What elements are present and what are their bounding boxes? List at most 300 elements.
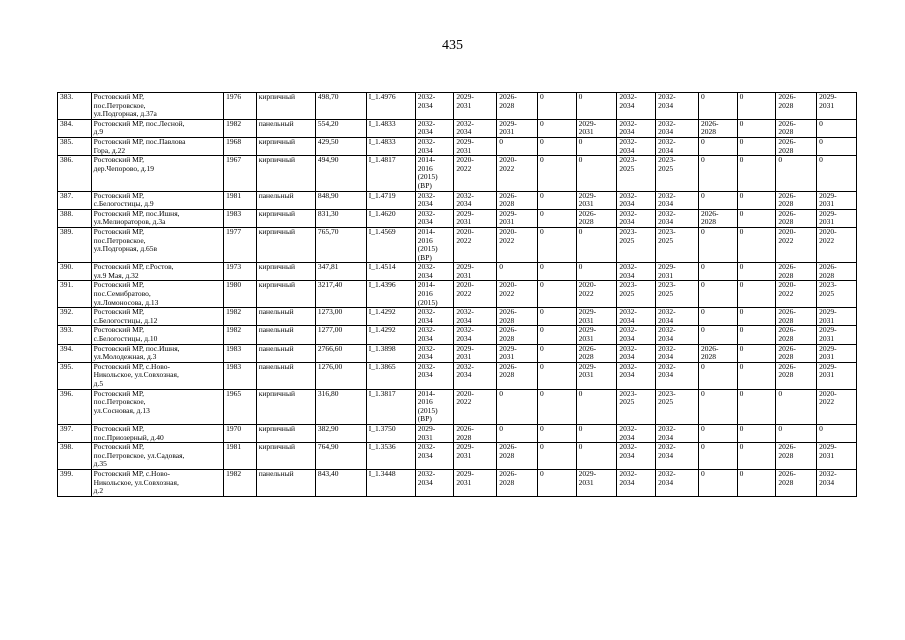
address-cell: Ростовский МР, г.Ростов, ул.9 Мая, д.32 [91, 263, 223, 281]
build-year-cell: 1973 [224, 263, 257, 281]
period-8-cell: 2026- 2028 [698, 119, 737, 137]
period-10-cell: 2026- 2028 [776, 308, 817, 326]
table-row [58, 119, 857, 137]
period-3-cell: 2026- 2028 [497, 191, 538, 209]
period-10-cell: 2026- 2028 [776, 209, 817, 227]
period-11-cell: 2029- 2031 [817, 443, 857, 470]
period-4-cell: 0 [537, 469, 576, 496]
period-5-cell: 2020- 2022 [576, 281, 617, 308]
period-1-cell: 2032- 2034 [415, 362, 454, 389]
row-number-cell: 394. [58, 344, 92, 362]
period-9-cell: 0 [737, 389, 776, 424]
period-7-cell: 2032- 2034 [656, 308, 699, 326]
address-cell: Ростовский МР, пос.Ишня, ул.Молодежная, д.3 [91, 344, 223, 362]
build-year-cell: 1981 [224, 191, 257, 209]
period-10-cell: 2026- 2028 [776, 93, 817, 120]
period-11-cell: 0 [817, 424, 857, 442]
period-6-cell: 2032- 2034 [617, 263, 656, 281]
period-2-cell: 2020- 2022 [454, 227, 497, 262]
period-8-cell: 0 [698, 263, 737, 281]
wall-material-cell: кирпичный [256, 424, 315, 442]
period-1-cell: 2032- 2034 [415, 326, 454, 344]
period-11-cell: 2029- 2031 [817, 209, 857, 227]
period-4-cell: 0 [537, 93, 576, 120]
period-2-cell: 2029- 2031 [454, 209, 497, 227]
row-number-cell: 386. [58, 156, 92, 191]
row-number-cell: 392. [58, 308, 92, 326]
period-1-cell: 2032- 2034 [415, 209, 454, 227]
table-row [58, 156, 857, 191]
index-code-cell: I_1.4620 [366, 209, 415, 227]
period-2-cell: 2026- 2028 [454, 424, 497, 442]
index-code-cell: I_1.3898 [366, 344, 415, 362]
wall-material-cell: кирпичный [256, 156, 315, 191]
area-cell: 1276,00 [315, 362, 366, 389]
wall-material-cell: кирпичный [256, 93, 315, 120]
period-2-cell: 2032- 2034 [454, 326, 497, 344]
period-1-cell: 2032- 2034 [415, 443, 454, 470]
period-11-cell: 2023- 2025 [817, 281, 857, 308]
period-7-cell: 2023- 2025 [656, 389, 699, 424]
period-10-cell: 2026- 2028 [776, 137, 817, 155]
area-cell: 1273,00 [315, 308, 366, 326]
period-9-cell: 0 [737, 227, 776, 262]
period-3-cell: 2026- 2028 [497, 93, 538, 120]
table-row [58, 209, 857, 227]
period-9-cell: 0 [737, 119, 776, 137]
period-1-cell: 2032- 2034 [415, 191, 454, 209]
period-9-cell: 0 [737, 308, 776, 326]
build-year-cell: 1982 [224, 326, 257, 344]
period-5-cell: 0 [576, 443, 617, 470]
period-10-cell: 2026- 2028 [776, 191, 817, 209]
area-cell: 831,30 [315, 209, 366, 227]
period-4-cell: 0 [537, 209, 576, 227]
index-code-cell: I_1.4719 [366, 191, 415, 209]
index-code-cell: I_1.4976 [366, 93, 415, 120]
period-8-cell: 0 [698, 469, 737, 496]
period-5-cell: 2026- 2028 [576, 209, 617, 227]
period-2-cell: 2029- 2031 [454, 263, 497, 281]
area-cell: 2766,60 [315, 344, 366, 362]
period-6-cell: 2023- 2025 [617, 281, 656, 308]
period-5-cell: 0 [576, 389, 617, 424]
index-code-cell: I_1.3536 [366, 443, 415, 470]
period-8-cell: 0 [698, 156, 737, 191]
period-3-cell: 2020- 2022 [497, 281, 538, 308]
period-4-cell: 0 [537, 137, 576, 155]
period-9-cell: 0 [737, 326, 776, 344]
period-9-cell: 0 [737, 191, 776, 209]
area-cell: 316,80 [315, 389, 366, 424]
table-row [58, 263, 857, 281]
address-cell: Ростовский МР, пос.Ишня, ул.Мелиораторов, д.3а [91, 209, 223, 227]
period-10-cell: 2026- 2028 [776, 443, 817, 470]
period-7-cell: 2032- 2034 [656, 93, 699, 120]
period-7-cell: 2029- 2031 [656, 263, 699, 281]
address-cell: Ростовский МР, пос.Приозерный, д.40 [91, 424, 223, 442]
period-1-cell: 2014- 2016 (2015) (ВР) [415, 156, 454, 191]
period-8-cell: 2026- 2028 [698, 344, 737, 362]
period-5-cell: 2026- 2028 [576, 344, 617, 362]
table-row [58, 308, 857, 326]
period-5-cell: 0 [576, 156, 617, 191]
period-7-cell: 2032- 2034 [656, 443, 699, 470]
period-5-cell: 0 [576, 424, 617, 442]
address-cell: Ростовский МР, с.Белогостицы, д.9 [91, 191, 223, 209]
period-6-cell: 2032- 2034 [617, 424, 656, 442]
index-code-cell: I_1.4514 [366, 263, 415, 281]
table-row [58, 227, 857, 262]
area-cell: 764,90 [315, 443, 366, 470]
wall-material-cell: панельный [256, 119, 315, 137]
table-row [58, 281, 857, 308]
period-10-cell: 2026- 2028 [776, 263, 817, 281]
period-2-cell: 2032- 2034 [454, 362, 497, 389]
area-cell: 382,90 [315, 424, 366, 442]
wall-material-cell: панельный [256, 362, 315, 389]
period-10-cell: 2020- 2022 [776, 227, 817, 262]
period-9-cell: 0 [737, 156, 776, 191]
period-8-cell: 0 [698, 326, 737, 344]
row-number-cell: 399. [58, 469, 92, 496]
index-code-cell: I_1.4292 [366, 326, 415, 344]
period-8-cell: 0 [698, 308, 737, 326]
period-5-cell: 2029- 2031 [576, 308, 617, 326]
period-2-cell: 2020- 2022 [454, 156, 497, 191]
period-9-cell: 0 [737, 344, 776, 362]
period-5-cell: 0 [576, 137, 617, 155]
period-1-cell: 2032- 2034 [415, 308, 454, 326]
period-4-cell: 0 [537, 443, 576, 470]
area-cell: 843,40 [315, 469, 366, 496]
period-1-cell: 2014- 2016 (2015) (ВР) [415, 227, 454, 262]
period-5-cell: 2029- 2031 [576, 469, 617, 496]
build-year-cell: 1976 [224, 93, 257, 120]
table-row [58, 389, 857, 424]
period-5-cell: 0 [576, 227, 617, 262]
period-8-cell: 0 [698, 137, 737, 155]
table-row [58, 137, 857, 155]
period-7-cell: 2023- 2025 [656, 227, 699, 262]
period-9-cell: 0 [737, 424, 776, 442]
period-3-cell: 0 [497, 389, 538, 424]
period-6-cell: 2032- 2034 [617, 362, 656, 389]
period-11-cell: 2026- 2028 [817, 263, 857, 281]
period-6-cell: 2032- 2034 [617, 209, 656, 227]
period-3-cell: 0 [497, 137, 538, 155]
period-11-cell: 2029- 2031 [817, 362, 857, 389]
period-4-cell: 0 [537, 424, 576, 442]
address-cell: Ростовский МР, пос.Лесной, д.9 [91, 119, 223, 137]
period-2-cell: 2032- 2034 [454, 191, 497, 209]
period-7-cell: 2023- 2025 [656, 281, 699, 308]
period-3-cell: 2020- 2022 [497, 156, 538, 191]
period-11-cell: 2029- 2031 [817, 191, 857, 209]
period-3-cell: 2029- 2031 [497, 119, 538, 137]
period-11-cell: 0 [817, 119, 857, 137]
period-10-cell: 2026- 2028 [776, 326, 817, 344]
period-9-cell: 0 [737, 263, 776, 281]
table-row [58, 469, 857, 496]
area-cell: 498,70 [315, 93, 366, 120]
period-4-cell: 0 [537, 344, 576, 362]
period-5-cell: 2029- 2031 [576, 326, 617, 344]
row-number-cell: 388. [58, 209, 92, 227]
period-9-cell: 0 [737, 209, 776, 227]
period-6-cell: 2032- 2034 [617, 326, 656, 344]
period-7-cell: 2032- 2034 [656, 424, 699, 442]
period-6-cell: 2023- 2025 [617, 389, 656, 424]
period-5-cell: 0 [576, 263, 617, 281]
area-cell: 554,20 [315, 119, 366, 137]
period-6-cell: 2032- 2034 [617, 191, 656, 209]
row-number-cell: 389. [58, 227, 92, 262]
period-1-cell: 2032- 2034 [415, 344, 454, 362]
period-9-cell: 0 [737, 93, 776, 120]
period-1-cell: 2014- 2016 (2015) [415, 281, 454, 308]
address-cell: Ростовский МР, с.Ново- Никольское, ул.Совхозная, д.2 [91, 469, 223, 496]
wall-material-cell: кирпичный [256, 281, 315, 308]
period-3-cell: 2026- 2028 [497, 443, 538, 470]
period-4-cell: 0 [537, 191, 576, 209]
period-4-cell: 0 [537, 156, 576, 191]
build-year-cell: 1965 [224, 389, 257, 424]
period-6-cell: 2023- 2025 [617, 156, 656, 191]
period-11-cell: 2020- 2022 [817, 389, 857, 424]
period-8-cell: 0 [698, 362, 737, 389]
area-cell: 429,50 [315, 137, 366, 155]
period-2-cell: 2032- 2034 [454, 308, 497, 326]
period-3-cell: 2026- 2028 [497, 326, 538, 344]
build-year-cell: 1968 [224, 137, 257, 155]
period-8-cell: 0 [698, 93, 737, 120]
page-number: 435 [442, 38, 463, 53]
period-4-cell: 0 [537, 308, 576, 326]
period-1-cell: 2032- 2034 [415, 137, 454, 155]
period-6-cell: 2032- 2034 [617, 308, 656, 326]
period-7-cell: 2032- 2034 [656, 119, 699, 137]
period-7-cell: 2032- 2034 [656, 362, 699, 389]
row-number-cell: 384. [58, 119, 92, 137]
period-1-cell: 2032- 2034 [415, 119, 454, 137]
period-4-cell: 0 [537, 326, 576, 344]
area-cell: 347,81 [315, 263, 366, 281]
address-cell: Ростовский МР, пос.Семибратово, ул.Ломоносова, д.13 [91, 281, 223, 308]
address-cell: Ростовский МР, пос.Павлова Гора, д.22 [91, 137, 223, 155]
period-2-cell: 2032- 2034 [454, 119, 497, 137]
period-2-cell: 2029- 2031 [454, 93, 497, 120]
period-4-cell: 0 [537, 281, 576, 308]
address-cell: Ростовский МР, пос.Петровское, ул.Подгорная, д.65в [91, 227, 223, 262]
index-code-cell: I_1.4292 [366, 308, 415, 326]
period-8-cell: 0 [698, 424, 737, 442]
period-10-cell: 2026- 2028 [776, 362, 817, 389]
wall-material-cell: панельный [256, 191, 315, 209]
period-11-cell: 2029- 2031 [817, 93, 857, 120]
table-row [58, 362, 857, 389]
period-8-cell: 2026- 2028 [698, 209, 737, 227]
period-2-cell: 2029- 2031 [454, 344, 497, 362]
period-4-cell: 0 [537, 119, 576, 137]
row-number-cell: 383. [58, 93, 92, 120]
period-9-cell: 0 [737, 469, 776, 496]
period-10-cell: 2026- 2028 [776, 469, 817, 496]
index-code-cell: I_1.4833 [366, 119, 415, 137]
row-number-cell: 391. [58, 281, 92, 308]
address-cell: Ростовский МР, пос.Петровское, ул.Садовая, д.35 [91, 443, 223, 470]
area-cell: 3217,40 [315, 281, 366, 308]
period-3-cell: 2020- 2022 [497, 227, 538, 262]
address-cell: Ростовский МР, с.Ново- Никольское, ул.Совхозная, д.5 [91, 362, 223, 389]
wall-material-cell: панельный [256, 344, 315, 362]
period-3-cell: 2026- 2028 [497, 362, 538, 389]
period-7-cell: 2023- 2025 [656, 156, 699, 191]
housing-register-table [57, 92, 857, 497]
period-1-cell: 2032- 2034 [415, 93, 454, 120]
wall-material-cell: кирпичный [256, 263, 315, 281]
period-7-cell: 2032- 2034 [656, 326, 699, 344]
row-number-cell: 397. [58, 424, 92, 442]
period-6-cell: 2032- 2034 [617, 137, 656, 155]
build-year-cell: 1981 [224, 443, 257, 470]
period-11-cell: 2032- 2034 [817, 469, 857, 496]
period-5-cell: 2029- 2031 [576, 119, 617, 137]
period-7-cell: 2032- 2034 [656, 137, 699, 155]
wall-material-cell: кирпичный [256, 443, 315, 470]
row-number-cell: 385. [58, 137, 92, 155]
build-year-cell: 1982 [224, 469, 257, 496]
period-7-cell: 2032- 2034 [656, 344, 699, 362]
area-cell: 1277,00 [315, 326, 366, 344]
period-5-cell: 2029- 2031 [576, 362, 617, 389]
period-8-cell: 0 [698, 443, 737, 470]
index-code-cell: I_1.3865 [366, 362, 415, 389]
period-11-cell: 2029- 2031 [817, 344, 857, 362]
table-row [58, 443, 857, 470]
index-code-cell: I_1.3750 [366, 424, 415, 442]
period-11-cell: 2020- 2022 [817, 227, 857, 262]
address-cell: Ростовский МР, пос.Петровское, ул.Сосновая, д.13 [91, 389, 223, 424]
period-9-cell: 0 [737, 443, 776, 470]
table-row [58, 344, 857, 362]
wall-material-cell: кирпичный [256, 227, 315, 262]
period-2-cell: 2029- 2031 [454, 137, 497, 155]
period-10-cell: 2026- 2028 [776, 119, 817, 137]
build-year-cell: 1980 [224, 281, 257, 308]
period-6-cell: 2032- 2034 [617, 469, 656, 496]
area-cell: 494,90 [315, 156, 366, 191]
period-6-cell: 2032- 2034 [617, 344, 656, 362]
period-6-cell: 2032- 2034 [617, 119, 656, 137]
period-11-cell: 2029- 2031 [817, 308, 857, 326]
address-cell: Ростовский МР, дер.Чепорово, д.19 [91, 156, 223, 191]
row-number-cell: 396. [58, 389, 92, 424]
address-cell: Ростовский МР, с.Белогостицы, д.10 [91, 326, 223, 344]
build-year-cell: 1983 [224, 209, 257, 227]
period-4-cell: 0 [537, 389, 576, 424]
table-row [58, 424, 857, 442]
period-10-cell: 2020- 2022 [776, 281, 817, 308]
period-4-cell: 0 [537, 263, 576, 281]
period-3-cell: 2029- 2031 [497, 344, 538, 362]
wall-material-cell: кирпичный [256, 209, 315, 227]
period-7-cell: 2032- 2034 [656, 469, 699, 496]
area-cell: 765,70 [315, 227, 366, 262]
period-5-cell: 2029- 2031 [576, 191, 617, 209]
period-11-cell: 0 [817, 156, 857, 191]
period-6-cell: 2032- 2034 [617, 93, 656, 120]
period-2-cell: 2020- 2022 [454, 389, 497, 424]
period-10-cell: 0 [776, 424, 817, 442]
period-4-cell: 0 [537, 227, 576, 262]
period-7-cell: 2032- 2034 [656, 191, 699, 209]
period-9-cell: 0 [737, 137, 776, 155]
wall-material-cell: кирпичный [256, 389, 315, 424]
index-code-cell: I_1.3817 [366, 389, 415, 424]
period-8-cell: 0 [698, 281, 737, 308]
row-number-cell: 390. [58, 263, 92, 281]
period-3-cell: 2026- 2028 [497, 469, 538, 496]
period-7-cell: 2032- 2034 [656, 209, 699, 227]
build-year-cell: 1977 [224, 227, 257, 262]
period-6-cell: 2032- 2034 [617, 443, 656, 470]
period-8-cell: 0 [698, 227, 737, 262]
period-3-cell: 0 [497, 263, 538, 281]
period-8-cell: 0 [698, 191, 737, 209]
wall-material-cell: панельный [256, 326, 315, 344]
period-10-cell: 0 [776, 156, 817, 191]
period-11-cell: 2029- 2031 [817, 326, 857, 344]
period-1-cell: 2032- 2034 [415, 263, 454, 281]
period-3-cell: 0 [497, 424, 538, 442]
period-9-cell: 0 [737, 281, 776, 308]
row-number-cell: 387. [58, 191, 92, 209]
period-8-cell: 0 [698, 389, 737, 424]
address-cell: Ростовский МР, с.Белогостицы, д.12 [91, 308, 223, 326]
period-9-cell: 0 [737, 362, 776, 389]
row-number-cell: 393. [58, 326, 92, 344]
index-code-cell: I_1.4833 [366, 137, 415, 155]
period-2-cell: 2029- 2031 [454, 443, 497, 470]
table-row [58, 93, 857, 120]
row-number-cell: 395. [58, 362, 92, 389]
period-6-cell: 2023- 2025 [617, 227, 656, 262]
build-year-cell: 1970 [224, 424, 257, 442]
table-row [58, 326, 857, 344]
wall-material-cell: панельный [256, 308, 315, 326]
build-year-cell: 1982 [224, 119, 257, 137]
period-1-cell: 2032- 2034 [415, 469, 454, 496]
period-1-cell: 2029- 2031 [415, 424, 454, 442]
index-code-cell: I_1.4569 [366, 227, 415, 262]
row-number-cell: 398. [58, 443, 92, 470]
area-cell: 848,90 [315, 191, 366, 209]
period-5-cell: 0 [576, 93, 617, 120]
period-11-cell: 0 [817, 137, 857, 155]
period-10-cell: 2026- 2028 [776, 344, 817, 362]
period-1-cell: 2014- 2016 (2015) (ВР) [415, 389, 454, 424]
wall-material-cell: панельный [256, 469, 315, 496]
period-3-cell: 2029- 2031 [497, 209, 538, 227]
period-10-cell: 0 [776, 389, 817, 424]
build-year-cell: 1967 [224, 156, 257, 191]
build-year-cell: 1983 [224, 344, 257, 362]
index-code-cell: I_1.4396 [366, 281, 415, 308]
index-code-cell: I_1.3448 [366, 469, 415, 496]
period-4-cell: 0 [537, 362, 576, 389]
index-code-cell: I_1.4817 [366, 156, 415, 191]
